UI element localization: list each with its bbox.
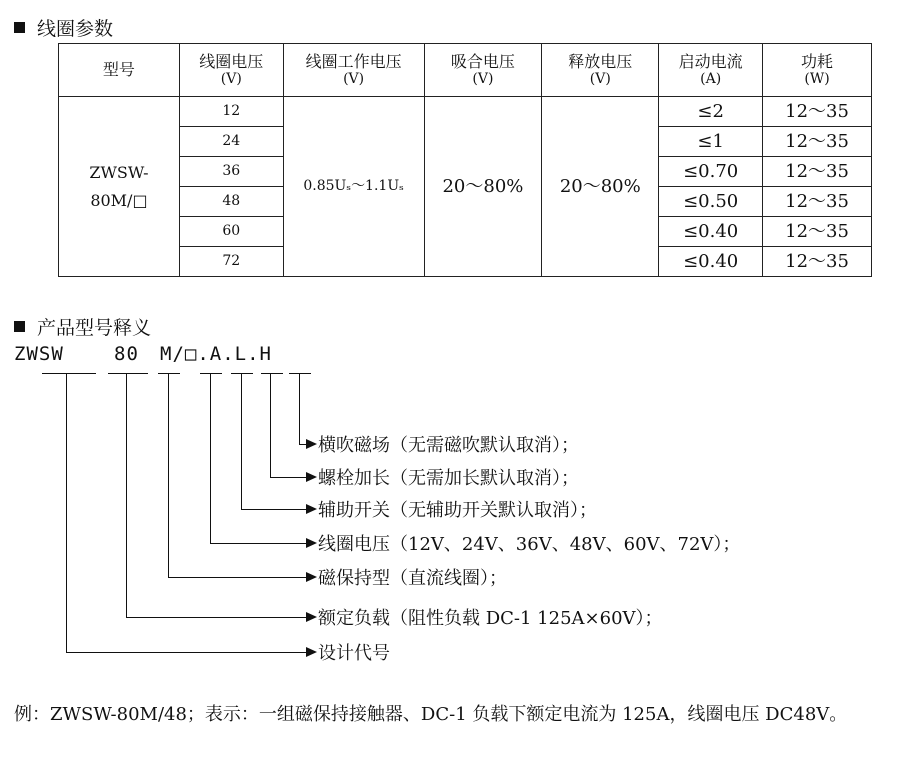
section-title-text: 产品型号释义 [37, 317, 152, 339]
header-release-voltage: 释放电压 (V) [542, 44, 659, 97]
power-cell: 12～35 [763, 157, 872, 187]
power-cell: 12～35 [763, 217, 872, 247]
arrow-right-icon [306, 647, 317, 657]
underline-coil-voltage [200, 373, 222, 374]
coil-voltage-cell: 36 [179, 157, 283, 187]
section-title-model-meaning [14, 313, 151, 340]
underline-design-code [42, 373, 96, 374]
model-code-series: ZWSW [14, 343, 64, 365]
coil-parameter-table [58, 43, 872, 277]
arrow-right-icon [306, 538, 317, 548]
model-code-rating: 80 [114, 343, 139, 365]
arrow-right-icon [306, 472, 317, 482]
header-model: 型号 [59, 44, 180, 97]
header-coil-voltage: 线圈电压 (V) [179, 44, 283, 97]
coil-voltage-cell: 48 [179, 187, 283, 217]
working-voltage-cell: 0.85Uₛ～1.1Uₛ [283, 97, 424, 277]
starting-current-cell: ≤0.40 [659, 247, 763, 277]
arrow-right-icon [306, 504, 317, 514]
desc-magnetic-blowout: 横吹磁场（无需磁吹默认取消）； [318, 435, 579, 456]
starting-current-cell: ≤2 [659, 97, 763, 127]
coil-voltage-cell: 12 [179, 97, 283, 127]
header-pull-in-voltage: 吸合电压 (V) [424, 44, 542, 97]
desc-aux-switch: 辅助开关（无辅助开关默认取消）； [318, 500, 597, 521]
power-cell: 12～35 [763, 187, 872, 217]
coil-voltage-cell: 72 [179, 247, 283, 277]
desc-rated-load: 额定负载（阻性负载 DC-1 125A×60V）； [318, 608, 663, 629]
square-bullet-icon [14, 321, 25, 332]
desc-latching: 磁保持型（直流线圈）； [318, 568, 507, 589]
section-title-coil-params [14, 14, 113, 41]
square-bullet-icon [14, 22, 25, 33]
release-voltage-cell: 20～80% [542, 97, 659, 277]
starting-current-cell: ≤0.40 [659, 217, 763, 247]
table-header-row [59, 44, 872, 97]
starting-current-cell: ≤1 [659, 127, 763, 157]
arrow-right-icon [306, 439, 317, 449]
example-note: 例：ZWSW-80M/48；表示：一组磁保持接触器、DC-1 负载下额定电流为 125A，线圈电压 DC48V。 [14, 704, 848, 725]
arrow-right-icon [306, 572, 317, 582]
pull-in-voltage-cell: 20～80% [424, 97, 542, 277]
table-row [59, 97, 872, 127]
power-cell: 12～35 [763, 247, 872, 277]
underline-bolt [261, 373, 283, 374]
underline-latching [158, 373, 180, 374]
underline-aux-switch [231, 373, 253, 374]
underline-rated-load [108, 373, 148, 374]
model-code-options: M/□.A.L.H [160, 343, 272, 365]
section-title-text: 线圈参数 [37, 18, 114, 40]
desc-design-code: 设计代号 [318, 643, 390, 664]
coil-voltage-cell: 60 [179, 217, 283, 247]
starting-current-cell: ≤0.70 [659, 157, 763, 187]
desc-bolt-extension: 螺栓加长（无需加长默认取消）； [318, 468, 579, 489]
model-cell: ZWSW- 80M/□ [59, 97, 180, 277]
power-cell: 12～35 [763, 97, 872, 127]
underline-blowout [289, 373, 311, 374]
header-working-voltage: 线圈工作电压 (V) [283, 44, 424, 97]
power-cell: 12～35 [763, 127, 872, 157]
header-power: 功耗 (W) [763, 44, 872, 97]
arrow-right-icon [306, 612, 317, 622]
starting-current-cell: ≤0.50 [659, 187, 763, 217]
coil-voltage-cell: 24 [179, 127, 283, 157]
header-starting-current: 启动电流 (A) [659, 44, 763, 97]
desc-coil-voltage: 线圈电压（12V、24V、36V、48V、60V、72V）； [318, 534, 741, 555]
